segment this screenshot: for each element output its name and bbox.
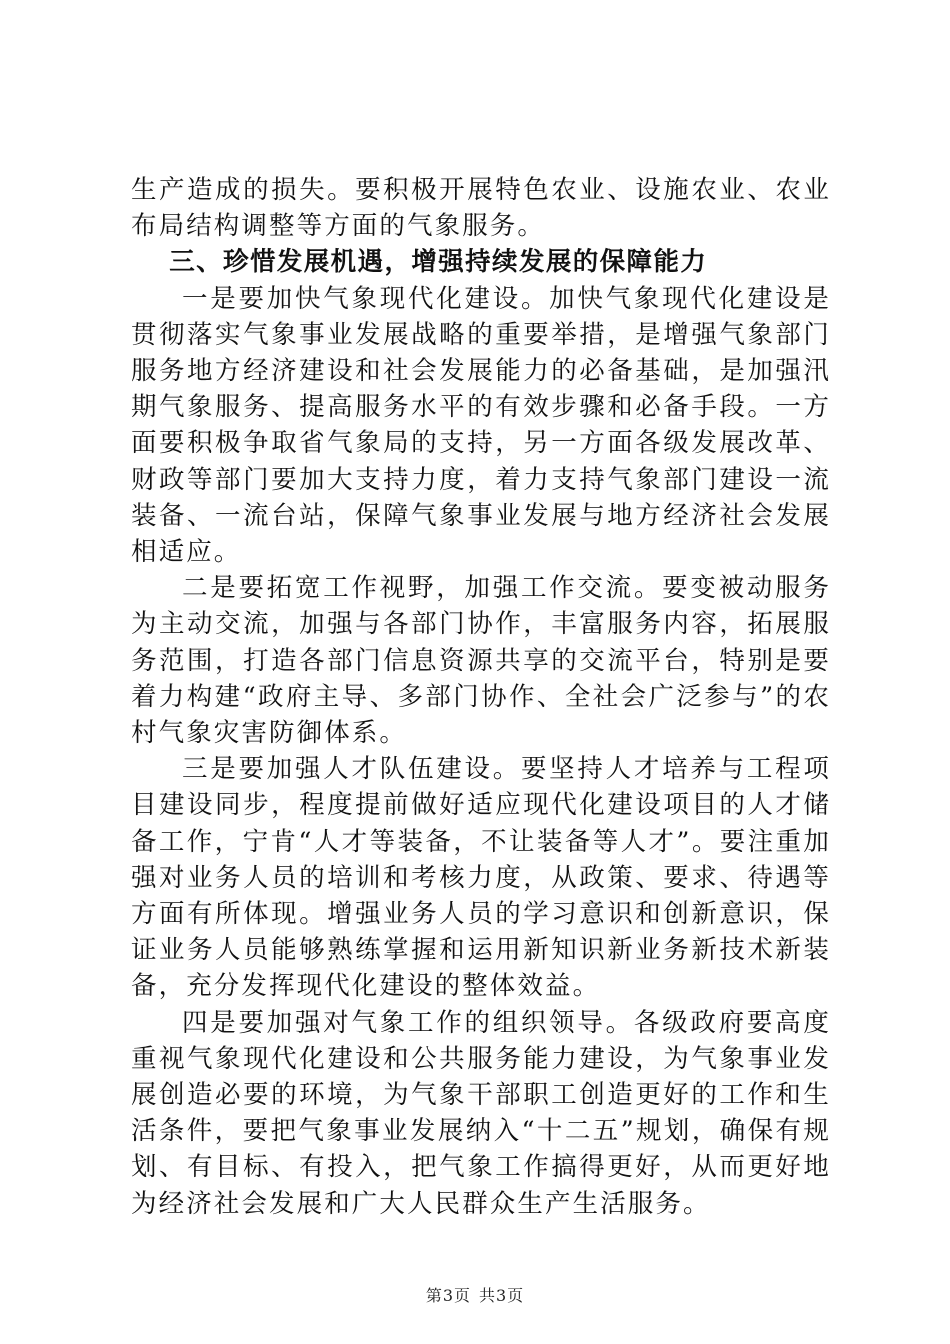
paragraph-item-1: 一是要加快气象现代化建设。加快气象现代化建设是贯彻落实气象事业发展战略的重要举措，是增强气象部门服务地方经济建设和社会发展能力的必备基础，是加强汛期气象服务、提高服务水平的有效步骤和必备手段。一方面要积极争取省气象局的支持，另一方面各级发展改革、财政等部门要加大支持力度，着力支持气象部门建设一流装备、一流台站，保障气象事业发展与地方经济社会发展相适应。 <box>131 283 831 568</box>
paragraph-item-2: 二是要拓宽工作视野，加强工作交流。要变被动服务为主动交流，加强与各部门协作，丰富服务内容，拓展服务范围，打造各部门信息资源共享的交流平台，特别是要着力构建“政府主导、多部门协作、全社会广泛参与”的农村气象灾害防御体系。 <box>131 573 831 749</box>
page-footer <box>0 1283 950 1306</box>
section-heading: 三、珍惜发展机遇，增强持续发展的保障能力 <box>169 247 708 278</box>
page-number: 第3页 <box>425 1286 471 1305</box>
page-total: 共3页 <box>479 1286 525 1305</box>
paragraph-item-3: 三是要加强人才队伍建设。要坚持人才培养与工程项目建设同步，程度提前做好适应现代化建设项目的人才储备工作，宁肯“人才等装备，不让装备等人才”。要注重加强对业务人员的培训和考核力度，从政策、要求、待遇等方面有所体现。增强业务人员的学习意识和创新意识，保证业务人员能够熟练掌握和运用新知识新业务新技术新装备，充分发挥现代化建设的整体效益。 <box>131 754 831 1002</box>
paragraph-continuation: 生产造成的损失。要积极开展特色农业、设施农业、农业布局结构调整等方面的气象服务。 <box>131 175 831 242</box>
paragraph-item-4: 四是要加强对气象工作的组织领导。各级政府要高度重视气象现代化建设和公共服务能力建设，为气象事业发展创造必要的环境，为气象干部职工创造更好的工作和生活条件，要把气象事业发展纳入“十二五”规划，确保有规划、有目标、有投入，把气象工作搞得更好，从而更好地为经济社会发展和广大人民群众生产生活服务。 <box>131 1007 831 1219</box>
document-body <box>131 172 831 1222</box>
